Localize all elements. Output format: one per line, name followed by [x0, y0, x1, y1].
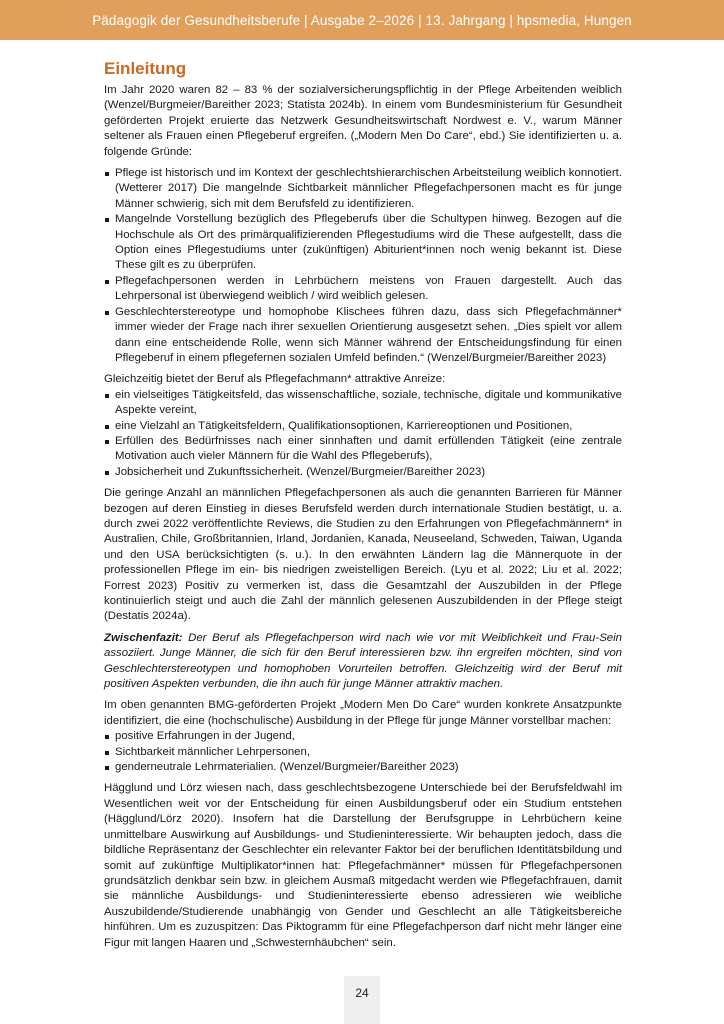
article-content — [104, 57, 622, 957]
journal-header-text: Pädagogik der Gesundheitsberufe | Ausgabe 2–2026 | 13. Jahrgang | hpsmedia, Hungen — [92, 12, 632, 28]
closing-paragraph: Hägglund und Lörz wiesen nach, dass geschlechtsbezogene Unterschiede bei der Berufsfeldwahl im Wesentlichen weit vor der Entscheidung für einen Ausbildungsberuf oder ein Studium entstehen (Hägglund/Lörz 2020). Insofern hat die Darstellung der Berufsgruppe in Lehrbüchern keine unmittelbare Auswirkung auf Ausbildungs- und Studieninteressierte. Wir behaupten jedoch, dass die bildliche Repräsentanz der Geschlechter ein relevanter Faktor bei der beruflichen Identitätsbildung und somit auf zukünftige Multiplikator*innen hat: Pflegefachmänner* müssen für Pflegefachpersonen grundsätzlich denkbar sein bzw. in gleichem Ausmaß mitgedacht werden wie Pflegefachfrauen, damit sie männliche Ausbildungs- und Studieninteressierte ebenso adressieren wie weibliche Auszubildende/Studierende unabhängig von Gender und Geschlecht an alle Tätigkeitsbereiche hinführen. Um es zuzuspitzen: Das Piktogramm für eine Pflegefachperson darf nicht mehr länger eine Figur mit langen Haaren und „Schwesternhäubchen“ sein. — [104, 782, 622, 949]
incentives-intro: Gleichzeitig bietet der Beruf als Pflegefachmann* attraktive Anreize: — [104, 373, 446, 386]
page-number: 24 — [355, 986, 369, 1000]
list-item: Mangelnde Vorstellung bezüglich des Pflegeberufs über die Schultypen hinweg. Bezogen auf die Hochschule als Ort des primärqualifizierenden Pflegestudiums wird die These aufgestellt, dass die Option eines Pflegestudiums unter (zukünftigen) Abiturient*innen noch wenig bekannt ist. Diese These gilt es zu überprüfen. — [104, 212, 622, 274]
list-item: Geschlechterstereotype und homophobe Klischees führen dazu, dass sich Pflegefachmänner* immer wieder der Frage nach ihrer sexuellen Orientierung ausgesetzt sehen. „Dies spielt vor allem dann eine entscheidende Rolle, wenn sich Männer während der Entscheidungsfindung für einen Pflegeberuf in einem pflegefernen sozialen Umfeld befinden.“ (Wenzel/Burgmeier/Bareither 2023) — [104, 305, 622, 367]
section-heading: Einleitung — [104, 59, 187, 78]
list-item: Pflege ist historisch und im Kontext der geschlechtshierarchischen Arbeitsteilung weiblich konnotiert. (Wetterer 2017) Die mangelnde Sichtbarkeit männlicher Pflegefachpersonen macht es für junge Männer schwierig, sich mit dem Berufsfeld zu identifizieren. — [104, 166, 622, 212]
list-item: Jobsicherheit und Zukunftssicherheit. (Wenzel/Burgmeier/Bareither 2023) — [104, 465, 622, 480]
list-item: Pflegefachpersonen werden in Lehrbüchern meistens von Frauen dargestellt. Auch das Lehrpersonal ist überwiegend weiblich / wird weiblich gelesen. — [104, 274, 622, 305]
interim-label: Zwischenfazit: — [104, 631, 183, 644]
approach-list — [104, 729, 622, 775]
list-item: genderneutrale Lehrmaterialien. (Wenzel/Burgmeier/Bareither 2023) — [104, 760, 622, 775]
incentives-list — [104, 388, 622, 480]
journal-header-bar — [0, 0, 724, 40]
studies-paragraph: Die geringe Anzahl an männlichen Pflegefachpersonen als auch die genannten Barrieren für Männer bezogen auf deren Einstieg in dieses Berufsfeld werden durch internationale Studien bestätigt, u. a. durch zwei 2022 veröffentlichte Reviews, die Studien zu den Erfahrungen von Pflegefachmännern* in Australien, Chile, Großbritannien, Irland, Jordanien, Kanada, Neuseeland, Schweden, Taiwan, Uganda und den USA berücksichtigten (s. u.). In den erwähnten Ländern lag die Männerquote in der professionellen Pflege im ein- bis niedrigen zweistelligen Bereich. (Lyu et al. 2022; Liu et al. 2022; Forrest 2023) Positiv zu vermerken ist, dass die Gesamtzahl der Auszubilden in der Pflege kontinuierlich steigt und auch die Zahl der männlich gelesenen Auszubildenden in der Pflege steigt (Destatis 2024a). — [104, 487, 622, 623]
list-item: Erfüllen des Bedürfnisses nach einer sinnhaften und damit erfüllenden Tätigkeit (eine zentrale Motivation auch vieler Männern für die Wahl des Pflegeberufs), — [104, 434, 622, 465]
intro-paragraph: Im Jahr 2020 waren 82 – 83 % der sozialversicherungspflichtig in der Pflege Arbeitenden weiblich (Wenzel/Burgmeier/Bareither 2023; Statista 2024b). In einem vom Bundesministerium für Gesundheit geförderten Projekt eruierte das Netzwerk Gesundheitswirtschaft Nordwest e. V., warum Männer seltener als Frauen einen Pflegeberuf ergreifen. („Modern Men Do Care“, ebd.) Sie identifizierten u. a. folgende Gründe: — [104, 84, 622, 158]
list-item: positive Erfahrungen in der Jugend, — [104, 729, 622, 744]
list-item: Sichtbarkeit männlicher Lehrpersonen, — [104, 745, 622, 760]
reasons-list — [104, 166, 622, 366]
approach-paragraph: Im oben genannten BMG-geförderten Projekt „Modern Men Do Care“ wurden konkrete Ansatzpunkte identifiziert, die eine (hochschulische) Ausbildung in der Pflege für junge Männer vorstellbar machen: — [104, 699, 622, 727]
list-item: eine Vielzahl an Tätigkeitsfeldern, Qualifikationsoptionen, Karriereoptionen und Positionen, — [104, 419, 622, 434]
list-item: ein vielseitiges Tätigkeitsfeld, das wissenschaftliche, soziale, technische, digitale und kommunikative Aspekte vereint, — [104, 388, 622, 419]
interim-conclusion — [104, 631, 622, 693]
interim-text: Der Beruf als Pflegefachperson wird nach wie vor mit Weiblichkeit und Frau-Sein assoziiert. Junge Männer, die sich für den Beruf interessieren bzw. ihn ergreifen möchten, sind von Geschlechterstereotypen und homophoben Vorurteilen betroffen. Gleichzeitig wird der Beruf mit positiven Aspekten verbunden, die ihn auch für junge Männer attraktiv machen. — [104, 631, 622, 691]
page-number-tab — [344, 976, 380, 1024]
